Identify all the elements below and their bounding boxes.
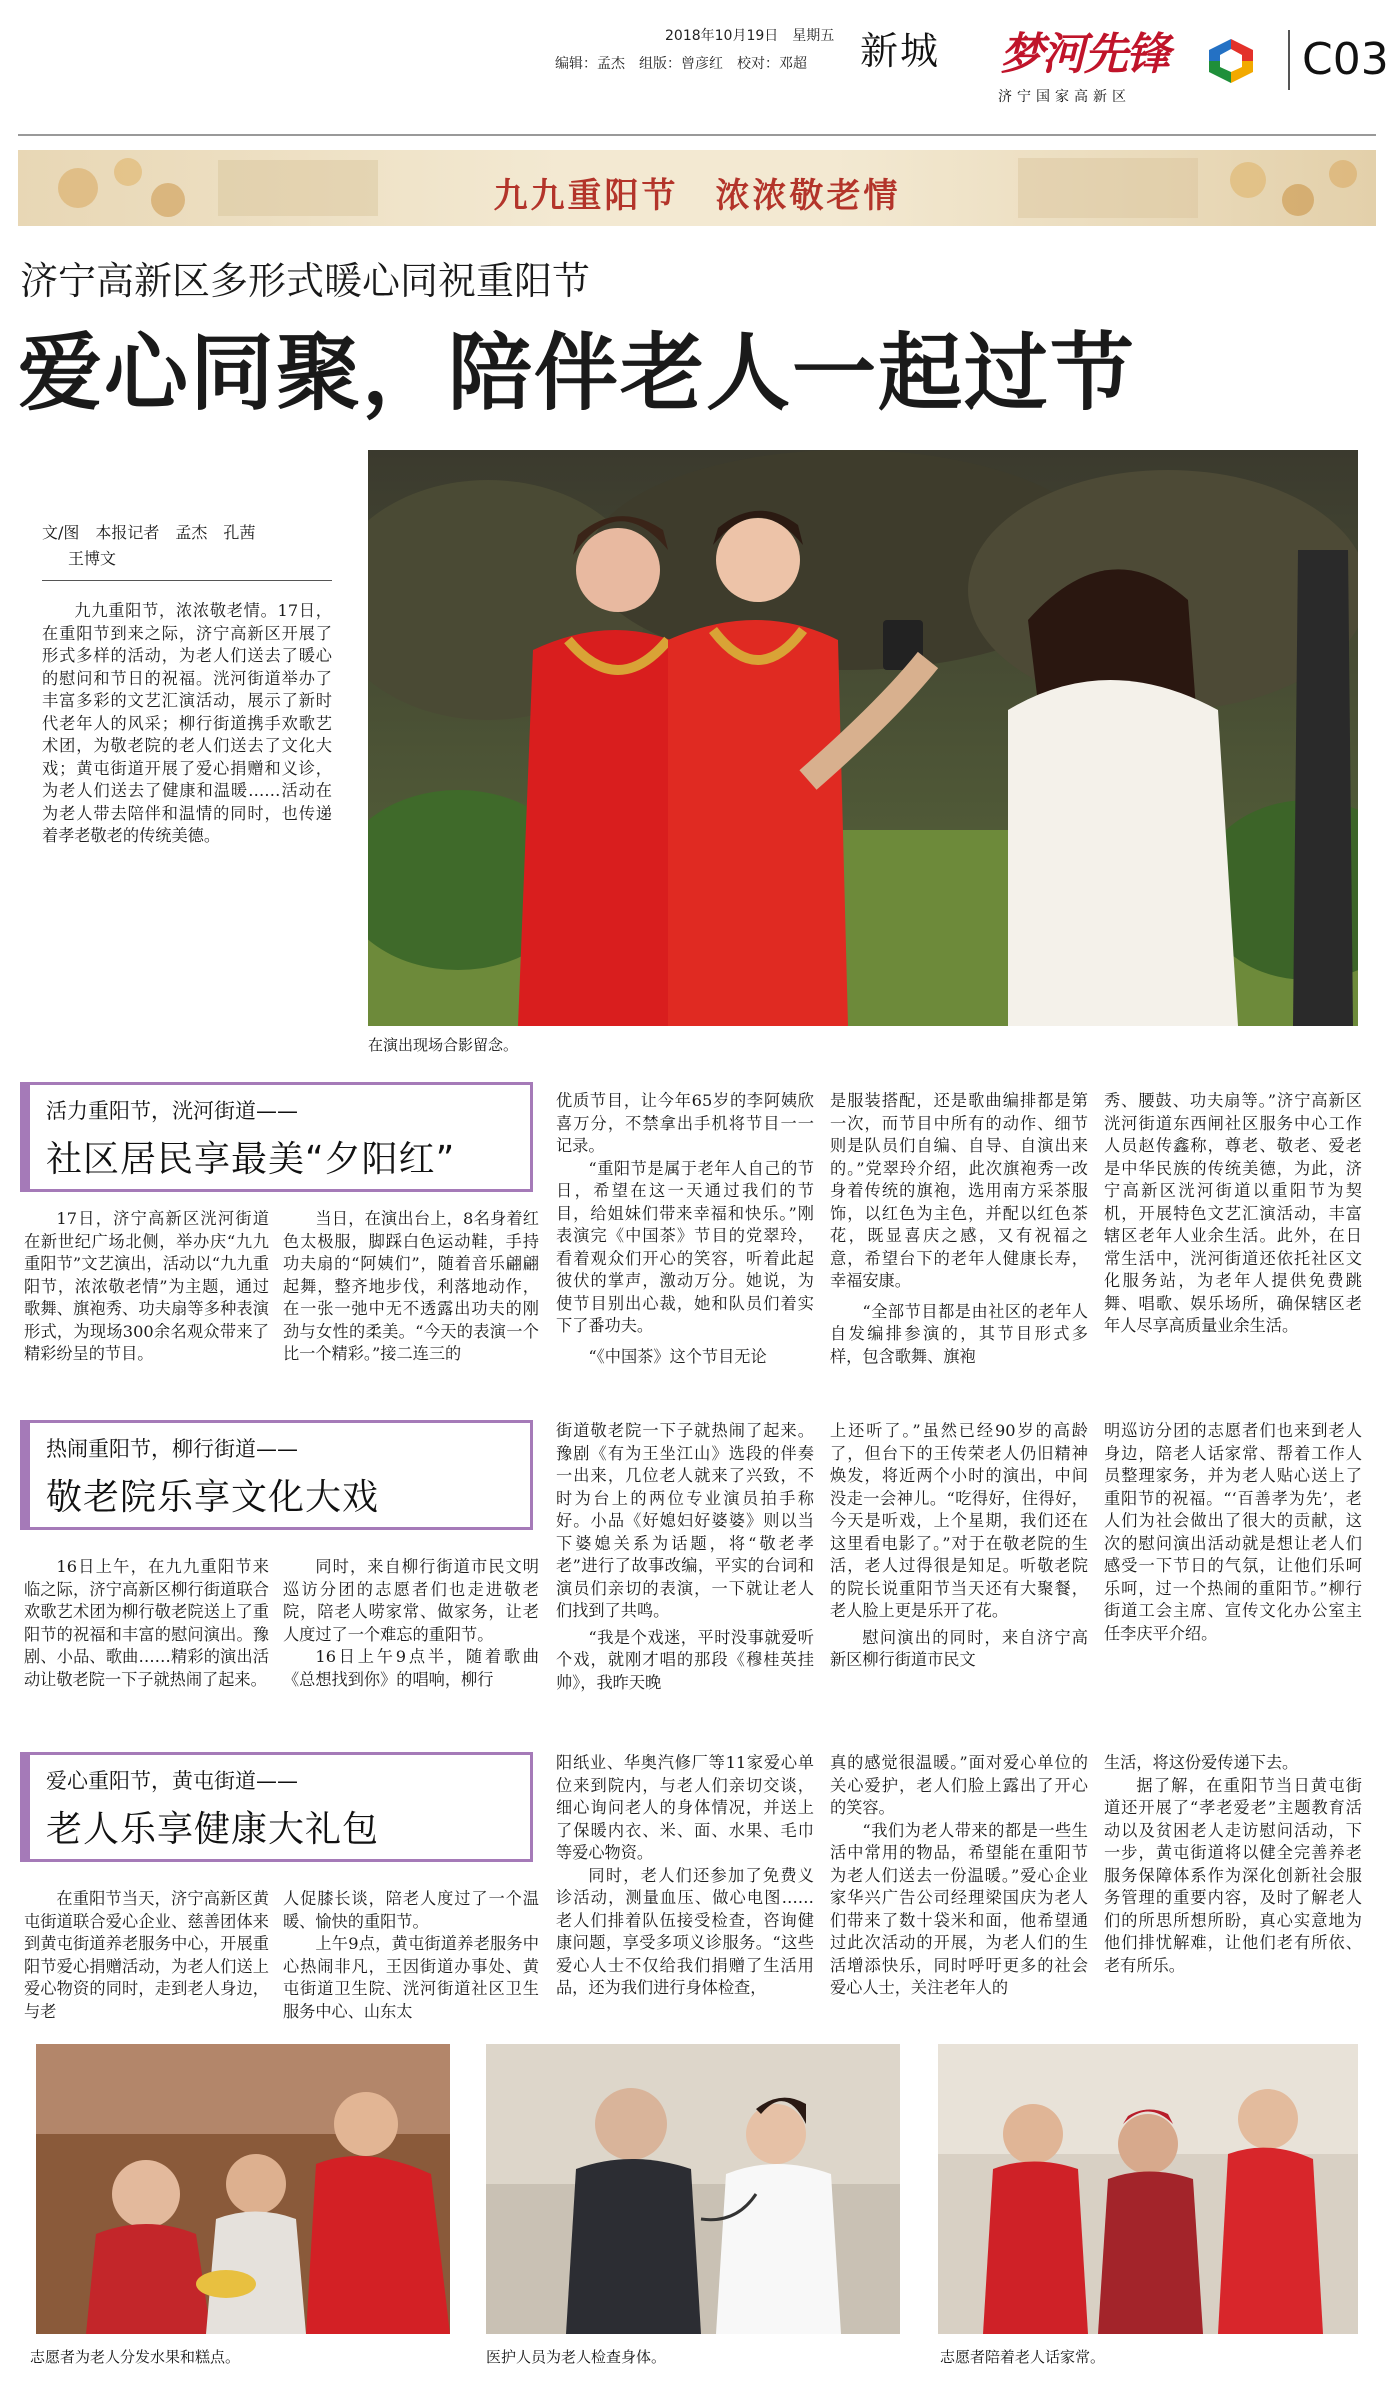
section-1-col-3-p1: 优质节目，让今年65岁的李阿姨欣喜万分，不禁拿出手机将节目一一记录。 bbox=[556, 1091, 814, 1155]
performers-photo-image bbox=[368, 450, 1358, 1026]
section-2-col-4-p1: 上还听了。”虽然已经90岁的高龄了，但台下的王传荣老人仍旧精神焕发，将近两个小时的演出，中间没走一会神儿。“吃得好，住得好，今天是听戏，上个星期，我们还在这里看电影了。”对于在敬老院的生活，老人过得很是知足。听敬老院的院长说重阳节当天还有大聚餐，老人脸上更是乐开了花。 bbox=[830, 1421, 1088, 1620]
article-subhead: 济宁高新区多形式暖心同祝重阳节 bbox=[20, 259, 591, 303]
section-3-col-5-p1: 生活，将这份爱传递下去。 bbox=[1104, 1753, 1299, 1772]
newspaper-brand: 梦河先锋 bbox=[1000, 29, 1168, 80]
section-2-kicker: 热闹重阳节，柳行街道—— bbox=[46, 1437, 298, 1461]
masthead-meta bbox=[555, 22, 855, 78]
brand-subtitle: 济宁国家高新区 bbox=[998, 89, 1131, 105]
section-2-col-2 bbox=[283, 1556, 539, 1691]
section-3-col-5 bbox=[1104, 1752, 1362, 1977]
header-rule bbox=[18, 134, 1376, 136]
byline-rule bbox=[42, 580, 332, 581]
bottom-photo-3 bbox=[938, 2044, 1358, 2334]
lead-paragraph: 九九重阳节，浓浓敬老情。17日，在重阳节到来之际，济宁高新区开展了形式多样的活动，为老人们送去了暖心的慰问和节日的祝福。洸河街道举办了丰富多彩的文艺汇演活动，展示了新时代老年人的风采；柳行街道携手欢歌艺术团，为敬老院的老人们送去了文化大戏；黄屯街道开展了爱心捐赠和义诊，为老人们送去了健康和温暖……活动在为老人带去陪伴和温情的同时，也传递着孝老敬老的传统美德。 bbox=[42, 601, 332, 845]
section-2-col-4-p2: 慰问演出的同时，来自济宁高新区柳行街道市民文 bbox=[830, 1627, 1088, 1669]
section-2-col-2-p1: 同时，来自柳行街道市民文明巡访分团的志愿者们也走进敬老院，陪老人唠家常、做家务，让老人度过了一个难忘的重阳节。 bbox=[283, 1557, 539, 1644]
section-1-col-4 bbox=[830, 1090, 1088, 1368]
section-1-header bbox=[20, 1082, 533, 1192]
section-1-col-4-p2: “全部节目都是由社区的老年人自发编排参演的，其节目形式多样，包含歌舞、旗袍 bbox=[830, 1301, 1088, 1366]
section-3-col-3-p2: 同时，老人们还参加了免费义诊活动，测量血压、做心电图……老人们排着队伍接受检查，咨询健康问题，享受多项义诊服务。“这些爱心人士不仅给我们捐赠了生活用品，还为我们进行身体检查， bbox=[556, 1865, 814, 1997]
section-2-col-3 bbox=[556, 1420, 814, 1694]
section-2-title: 敬老院乐享文化大戏 bbox=[46, 1477, 380, 1518]
volunteers-fruit-photo-image bbox=[36, 2044, 450, 2334]
medical-check-photo-image bbox=[486, 2044, 900, 2334]
section-1-col-4-p1: 是服装搭配，还是歌曲编排都是第一次，而节目中所有的动作、细节则是队员们自编、自导、自演出来的。”党翠玲介绍，此次旗袍秀一改身着传统的旗袍，选用南方采茶服饰，以红色为主色，并配以红色茶花，既显喜庆之感，又有祝福之意，希望台下的老年人健康长寿，幸福安康。 bbox=[830, 1091, 1088, 1290]
section-3-col-4 bbox=[830, 1752, 1088, 2000]
section-2-col-4 bbox=[830, 1420, 1088, 1672]
bottom-photo-3-caption: 志愿者陪着老人话家常。 bbox=[940, 2348, 1106, 2366]
section-3-col-4-p1: 真的感觉很温暖。”面对爱心单位的关心爱护，老人们脸上露出了开心的笑容。 bbox=[830, 1753, 1088, 1817]
section-3-title: 老人乐享健康大礼包 bbox=[46, 1809, 380, 1850]
section-1-col-1: 17日，济宁高新区洸河街道在新世纪广场北侧，举办庆“九九重阳节”文艺演出，活动以“九九重阳节，浓浓敬老情”为主题，通过歌舞、旗袍秀、功夫扇等多种表演形式，为现场300余名观众带来了精彩纷呈的节目。 bbox=[24, 1209, 269, 1363]
main-photo-caption: 在演出现场合影留念。 bbox=[368, 1036, 519, 1054]
byline-line-2: 王博文 bbox=[68, 549, 117, 568]
section-1-col-5: 秀、腰鼓、功夫扇等。”济宁高新区洸河街道东西闸社区服务中心工作人员赵传鑫称，尊老、敬老、爱老是中华民族的传统美德，为此，济宁高新区洸河街道以重阳节为契机，开展特色文艺汇演活动，丰富辖区老年人业余生活。此外，在日常生活中，洸河街道还依托社区文化服务站，为老年人提供免费跳舞、唱歌、娱乐场所，确保辖区老年人尽享高质量业余生活。 bbox=[1104, 1091, 1362, 1335]
section-3-col-3-p1: 阳纸业、华奥汽修厂等11家爱心单位来到院内，与老人们亲切交谈，细心询问老人的身体情况，并送上了保暖内衣、米、面、水果、毛巾等爱心物资。 bbox=[556, 1753, 814, 1862]
article-headline: 爱心同聚，陪伴老人一起过节 bbox=[18, 324, 1137, 422]
byline bbox=[42, 520, 332, 572]
section-2-col-3-p1: 街道敬老院一下子就热闹了起来。豫剧《有为王坐江山》选段的伴奏一出来，几位老人就来了兴致，不时为台上的两位专业演员拍手称好。小品《好媳妇好婆婆》则以当下婆媳关系为话题，将“敬老孝老”进行了故事改编，平实的台词和演员们亲切的表演，一下就让老人们找到了共鸣。 bbox=[556, 1421, 814, 1620]
issue-date: 2018年10月19日 星期五 bbox=[665, 28, 835, 44]
section-3-col-4-p2: “我们为老人带来的都是一些生活中常用的物品，希望能在重阳节为老人们送去一份温暖。”爱心企业家华兴广告公司经理梁国庆为老人们带来了数十袋米和面，他希望通过此次活动的开展，为老人们的生活增添快乐，同时呼吁更多的社会爱心人士，关注老年人的 bbox=[830, 1820, 1088, 1997]
chatting-with-elder-photo-image bbox=[938, 2044, 1358, 2334]
section-1-title: 社区居民享最美“夕阳红” bbox=[46, 1139, 456, 1180]
section-1-col-2: 当日，在演出台上，8名身着红色太极服，脚踩白色运动鞋，手持功夫扇的“阿姨们”，随着音乐翩翩起舞，整齐地步伐，利落地动作，在一张一弛中无不透露出功夫的刚劲与女性的柔美。“今天的表演一个比一个精彩。”接二连三的 bbox=[283, 1209, 539, 1363]
staff-credits: 编辑：孟杰 组版：曾彦红 校对：邓超 bbox=[555, 56, 807, 72]
section-3-col-2-p2: 上午9点，黄屯街道养老服务中心热闹非凡，王因街道办事处、黄屯街道卫生院、洸河街道社区卫生服务中心、山东太 bbox=[283, 1934, 539, 2021]
section-1-col-3-p3: “《中国茶》这个节目无论 bbox=[588, 1346, 767, 1366]
section-2-col-3-p2: “我是个戏迷，平时没事就爱听个戏，就刚才唱的那段《穆桂英挂帅》，我昨天晚 bbox=[556, 1627, 814, 1692]
section-1-kicker: 活力重阳节，洸河街道—— bbox=[46, 1099, 298, 1123]
district-logo-icon bbox=[1206, 36, 1256, 86]
section-name: 新城 bbox=[860, 29, 941, 73]
section-3-col-2-p1: 人促膝长谈，陪老人度过了一个温暖、愉快的重阳节。 bbox=[283, 1889, 539, 1931]
section-1-col-3 bbox=[556, 1090, 814, 1368]
section-3-kicker: 爱心重阳节，黄屯街道—— bbox=[46, 1769, 298, 1793]
bottom-photo-1 bbox=[36, 2044, 450, 2334]
banner-title: 九九重阳节 浓浓敬老情 bbox=[493, 176, 901, 216]
section-1-col-3-p2: “重阳节是属于老年人自己的节日，希望在这一天通过我们的节目，给姐妹们带来幸福和快乐。”刚表演完《中国茶》节目的党翠玲，看着观众们开心的笑容，听着此起彼伏的掌声，激动万分。她说，为使节目别出心裁，她和队员们着实下了番功夫。 bbox=[556, 1158, 814, 1335]
section-2-header bbox=[20, 1420, 533, 1530]
theme-banner bbox=[18, 150, 1376, 226]
section-3-header bbox=[20, 1752, 533, 1862]
page-number: C03 bbox=[1302, 34, 1389, 85]
section-2-col-1: 16日上午，在九九重阳节来临之际，济宁高新区柳行街道联合欢歌艺术团为柳行敬老院送上了重阳节的祝福和丰富的慰问演出。豫剧、小品、歌曲……精彩的演出活动让敬老院一下子就热闹了起来。 bbox=[24, 1557, 269, 1689]
section-3-col-1: 在重阳节当天，济宁高新区黄屯街道联合爱心企业、慈善团体来到黄屯街道养老服务中心，开展重阳节爱心捐赠活动，为老人们送上爱心物资的同时，走到老人身边，与老 bbox=[24, 1889, 269, 2021]
section-3-col-5-p2: 据了解，在重阳节当日黄屯街道还开展了“孝老爱老”主题教育活动以及贫困老人走访慰问活动，下一步，黄屯街道将以健全完善养老服务保障体系作为深化创新社会服务管理的重要内容，及时了解老人们的所思所想所盼，真心实意地为他们排忧解难，让他们老有所依、老有所乐。 bbox=[1104, 1775, 1362, 1975]
bottom-photo-1-caption: 志愿者为老人分发水果和糕点。 bbox=[30, 2348, 241, 2366]
section-3-col-3 bbox=[556, 1752, 814, 2000]
byline-line-1: 文/图 本报记者 孟杰 孔茜 bbox=[42, 523, 256, 542]
header-divider bbox=[1288, 30, 1290, 90]
bottom-photo-2 bbox=[486, 2044, 900, 2334]
bottom-photo-2-caption: 医护人员为老人检查身体。 bbox=[486, 2348, 667, 2366]
section-2-col-2-p2: 16日上午9点半，随着歌曲《总想找到你》的唱响，柳行 bbox=[283, 1647, 539, 1689]
section-3-col-2 bbox=[283, 1888, 539, 2023]
main-photo bbox=[368, 450, 1358, 1026]
section-2-col-5: 明巡访分团的志愿者们也来到老人身边，陪老人话家常、帮着工作人员整理家务，并为老人贴心送上了重阳节的祝福。“‘百善孝为先’，老人们为社会做出了很大的贡献，这次的慰问演出活动就是想让老人们感受一下节日的气氛，让他们乐呵乐呵，过一个热闹的重阳节。”柳行街道工会主席、宣传文化办公室主任李庆平介绍。 bbox=[1104, 1421, 1362, 1643]
